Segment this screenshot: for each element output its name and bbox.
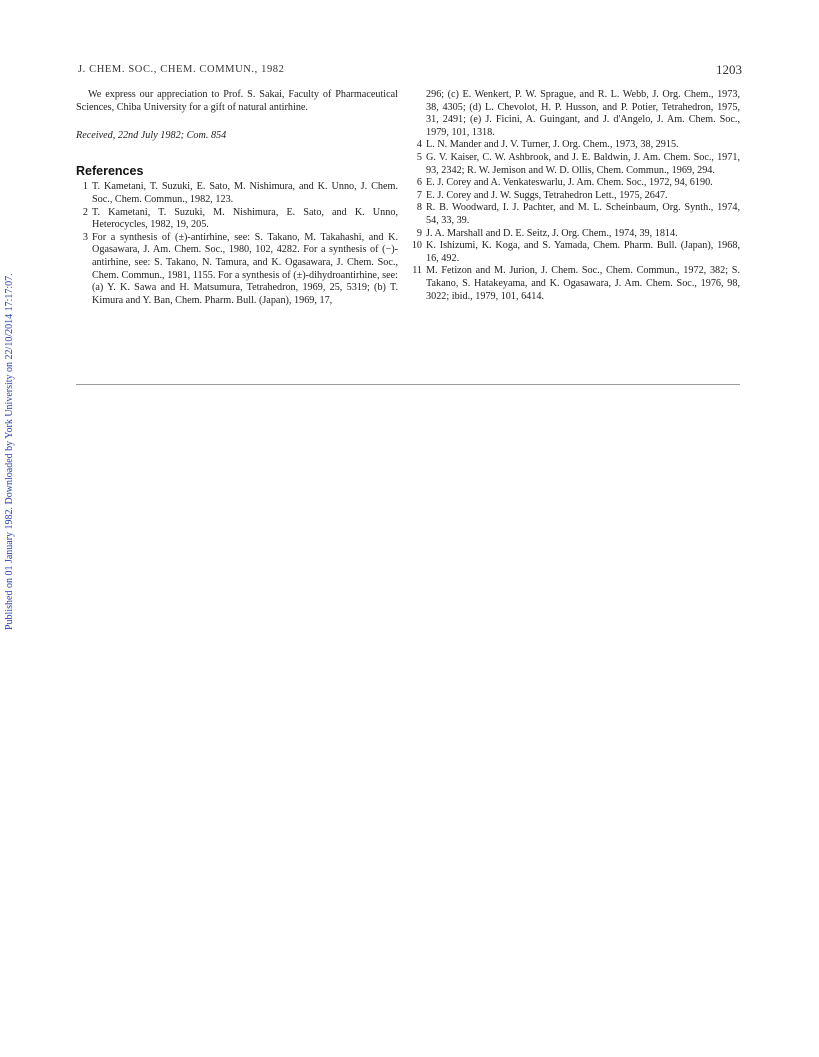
- reference-number: 2: [82, 206, 88, 218]
- reference-item: [410, 139, 740, 152]
- reference-item: [410, 228, 740, 241]
- reference-number: 8: [416, 202, 422, 214]
- download-watermark: [4, 273, 24, 1030]
- section-divider: [76, 384, 740, 385]
- reference-item: [76, 207, 398, 232]
- reference-item: [410, 177, 740, 190]
- reference-number: 3: [82, 231, 88, 243]
- references-list-left: [76, 181, 398, 307]
- reference-number: 5: [416, 151, 422, 163]
- reference-number: 1: [82, 181, 88, 193]
- reference-text: K. Ishizumi, K. Koga, and S. Yamada, Chem. Pharm. Bull. (Japan), 1968, 16, 492.: [426, 240, 740, 264]
- reference-number: 9: [416, 227, 422, 239]
- reference-item: [76, 181, 398, 206]
- reference-item: [410, 265, 740, 303]
- received-line: Received, 22nd July 1982; Com. 854: [76, 130, 227, 142]
- reference-item: [410, 152, 740, 177]
- running-head: J. CHEM. SOC., CHEM. COMMUN., 1982: [78, 64, 285, 75]
- reference-item: [76, 232, 398, 308]
- left-column: [76, 89, 398, 307]
- reference-item: [410, 190, 740, 203]
- reference-text: G. V. Kaiser, C. W. Ashbrook, and J. E. Baldwin, J. Am. Chem. Soc., 1971, 93, 2342; R. W. Jemison and W. D. Ollis, Chem. Commun., 1969, 294.: [426, 151, 740, 176]
- references-list-right: [410, 89, 740, 303]
- references-heading: References: [76, 163, 144, 178]
- reference-text: J. A. Marshall and D. E. Seitz, J. Org. Chem., 1974, 39, 1814.: [426, 227, 678, 239]
- reference-text: L. N. Mander and J. V. Turner, J. Org. Chem., 1973, 38, 2915.: [426, 139, 679, 151]
- reference-number: 10: [411, 240, 422, 252]
- reference-text: 296; (c) E. Wenkert, P. W. Sprague, and R. L. Webb, J. Org. Chem., 1973, 38, 4305; (d) L. Chevolot, H. P. Husson, and P. Potier, Tetrahedron, 1975, 31, 2491; (e) J. Ficini, A. Guingant, and J. d'Angelo, J. Am. Chem. Soc., 1979, 101, 1318.: [426, 89, 740, 138]
- page-number: 1203: [716, 62, 742, 77]
- reference-number: 4: [416, 139, 422, 151]
- download-watermark-text: Published on 01 January 1982. Downloaded by York University on 22/10/2014 17:17:07.: [4, 273, 15, 630]
- reference-text: E. J. Corey and A. Venkateswarlu, J. Am. Chem. Soc., 1972, 94, 6190.: [426, 177, 713, 189]
- reference-item: [410, 202, 740, 227]
- reference-text: M. Fetizon and M. Jurion, J. Chem. Soc., Chem. Commun., 1972, 382; S. Takano, S. Hatakeyama, and K. Ogasawara, J. Am. Chem. Soc., 1976, 98, 3022; ibid., 1979, 101, 6414.: [426, 265, 740, 302]
- reference-text: R. B. Woodward, I. J. Pachter, and M. L. Scheinbaum, Org. Synth., 1974, 54, 33, 39.: [426, 202, 740, 226]
- reference-text: T. Kametani, T. Suzuki, M. Nishimura, E. Sato, and K. Unno, Heterocycles, 1982, 19, 205.: [92, 206, 398, 231]
- reference-number: 6: [416, 177, 422, 189]
- reference-text: E. J. Corey and J. W. Suggs, Tetrahedron Lett., 1975, 2647.: [426, 189, 668, 201]
- acknowledgement-paragraph: We express our appreciation to Prof. S. Sakai, Faculty of Pharmaceutical Sciences, Chiba University for a gift of natural antirhine.: [76, 89, 398, 113]
- reference-continuation: [410, 89, 740, 139]
- reference-item: [410, 240, 740, 265]
- reference-text: For a synthesis of (±)-antirhine, see: S. Takano, M. Takahashi, and K. Ogasawara, J. Am. Chem. Soc., 1980, 102, 4282. For a synthesis of (−)-antirhine, see: S. Takano, N. Tamura, and K. Ogasawara, J. Chem. Soc., Chem. Commun., 1981, 1155. For a synthesis of (±)-dihydroantirhine, see: (a) Y. K. Sawa and H. Matsumura, Tetrahedron, 1969, 25, 5319; (b) T. Kimura and Y. Ban, Chem. Pharm. Bull. (Japan), 1969, 17,: [92, 231, 398, 306]
- reference-number: 11: [412, 265, 422, 277]
- reference-text: T. Kametani, T. Suzuki, E. Sato, M. Nishimura, and K. Unno, J. Chem. Soc., Chem. Commun., 1982, 123.: [92, 181, 398, 205]
- right-column: [410, 89, 740, 303]
- reference-number: 7: [416, 189, 422, 201]
